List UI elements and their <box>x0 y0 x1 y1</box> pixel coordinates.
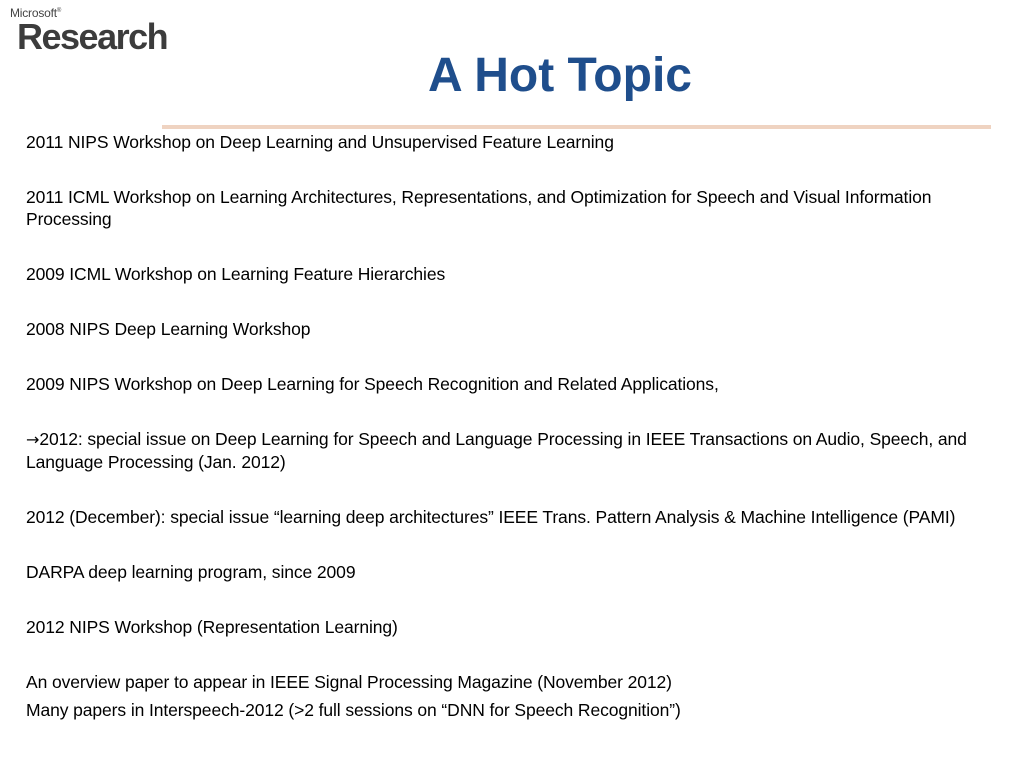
arrow-right-icon: → <box>26 430 40 449</box>
microsoft-research-logo <box>10 6 170 56</box>
logo-microsoft-text: Microsoft® <box>10 6 62 20</box>
list-item: DARPA deep learning program, since 2009 <box>26 562 356 582</box>
list-item: 2008 NIPS Deep Learning Workshop <box>26 319 311 339</box>
title-divider <box>162 125 991 129</box>
list-item: Many papers in Interspeech-2012 (>2 full sessions on “DNN for Speech Recognition”) <box>26 700 681 720</box>
slide-body <box>26 131 1011 721</box>
list-item: 2009 NIPS Workshop on Deep Learning for Speech Recognition and Related Applications, <box>26 374 719 394</box>
slide-title: A Hot Topic <box>428 49 692 102</box>
list-item: 2011 ICML Workshop on Learning Architectures, Representations, and Optimization for Speech and Visual Information Processing <box>26 187 932 229</box>
logo-research-text: Research <box>17 16 168 57</box>
list-item: 2012 (December): special issue “learning deep architectures” IEEE Trans. Pattern Analysis & Machine Intelligence (PAMI) <box>26 507 956 527</box>
list-item: 2009 ICML Workshop on Learning Feature Hierarchies <box>26 264 446 284</box>
list-item: →2012: special issue on Deep Learning for Speech and Language Processing in IEEE Transactions on Audio, Speech, and Language Processing (Jan. 2012) <box>26 429 967 472</box>
list-item: An overview paper to appear in IEEE Signal Processing Magazine (November 2012) <box>26 672 672 692</box>
list-item: 2012 NIPS Workshop (Representation Learning) <box>26 617 398 637</box>
list-item: 2011 NIPS Workshop on Deep Learning and Unsupervised Feature Learning <box>26 132 614 152</box>
